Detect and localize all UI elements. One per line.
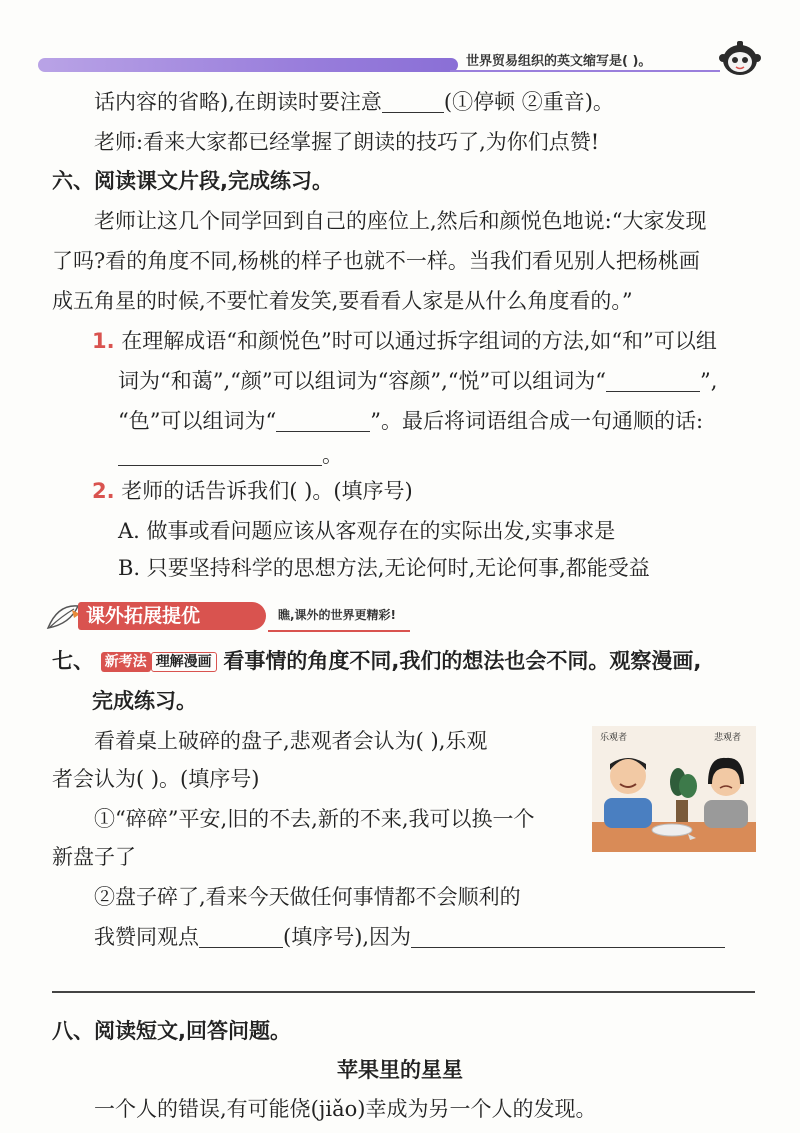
text-line-1: 话内容的省略),在朗读时要注意 (①停顿 ②重音)。 (94, 90, 614, 114)
viewpoint-1-line-2: 新盘子了 (52, 845, 136, 869)
tag-new-method: 新考法 (101, 652, 151, 672)
banner-tagline: 瞧,课外的世界更精彩! (278, 608, 397, 622)
question-1-line-4: 。 (118, 440, 343, 470)
answer-blank-pause-stress[interactable] (382, 90, 444, 113)
tag-understand-comic: 理解漫画 (151, 652, 217, 672)
question-1-line-1: 1. 在理解成语“和颜悦色”时可以通过拆字组词的方法,如“和”可以组 (92, 329, 717, 353)
section-divider (52, 991, 755, 993)
answer-blank-viewpoint[interactable] (199, 925, 283, 948)
article-title: 苹果里的星星 (337, 1058, 463, 1082)
question-2-number: 2. (92, 479, 115, 503)
comic-illustration (592, 726, 756, 852)
answer-blank-reason[interactable] (411, 925, 725, 948)
agree-line: 我赞同观点 (填序号),因为 (94, 922, 725, 952)
leaf-icon (44, 600, 82, 632)
header-underline (450, 70, 720, 72)
question-2: 2. 老师的话告诉我们( )。(填序号) (92, 479, 413, 503)
section-7-title-line-1: 七、 新考法 理解漫画 看事情的角度不同,我们的想法也会不同。观察漫画, (52, 649, 702, 673)
passage-line-3: 成五角星的时候,不要忙着发笑,要看看人家是从什么角度看的。” (52, 289, 633, 313)
label-optimist: 乐观者 (600, 733, 628, 743)
header-question: 世界贸易组织的英文缩写是( )。 (466, 54, 652, 69)
passage-line-1: 老师让这几个同学回到自己的座位上,然后和颜悦色地说:“大家发现 (94, 209, 707, 233)
question-1-line-3: “色”可以组词为“ ”。最后将词语组合成一句通顺的话: (118, 409, 704, 433)
viewpoint-1-line-1: ①“碎碎”平安,旧的不去,新的不来,我可以换一个 (94, 807, 535, 831)
article-line-1: 一个人的错误,有可能侥(jiǎo)幸成为另一个人的发现。 (94, 1097, 597, 1121)
section-8-title: 八、阅读短文,回答问题。 (52, 1019, 291, 1043)
section-banner (38, 598, 410, 634)
mascot-robot-icon (718, 38, 762, 78)
comic-text-line-1: 看着桌上破碎的盘子,悲观者会认为( ),乐观 (94, 729, 488, 753)
option-b[interactable]: B. 只要坚持科学的思想方法,无论何时,无论何事,都能受益 (118, 556, 650, 580)
comic-text-line-2: 者会认为( )。(填序号) (52, 767, 260, 791)
section-6-title: 六、阅读课文片段,完成练习。 (52, 169, 333, 193)
answer-blank-se-word[interactable] (276, 409, 370, 432)
section-7-title-line-2: 完成练习。 (92, 689, 197, 713)
passage-line-2: 了吗?看的角度不同,杨桃的样子也就不一样。当我们看见别人把杨桃画 (52, 249, 700, 273)
question-1-number: 1. (92, 329, 115, 353)
viewpoint-2: ②盘子碎了,看来今天做任何事情都不会顺利的 (94, 885, 521, 909)
option-a[interactable]: A. 做事或看问题应该从客观存在的实际出发,实事求是 (118, 519, 616, 543)
banner-underline (268, 630, 410, 632)
answer-blank-yue-word[interactable] (606, 369, 700, 392)
answer-blank-sentence[interactable] (118, 443, 322, 466)
header-band (38, 58, 458, 72)
text-line-2: 老师:看来大家都已经掌握了朗读的技巧了,为你们点赞! (94, 130, 600, 154)
question-1-line-2: 词为“和蔼”,“颜”可以组词为“容颜”,“悦”可以组词为“ ”, (118, 369, 718, 393)
banner-title: 课外拓展提优 (78, 602, 266, 630)
label-pessimist: 悲观者 (714, 733, 742, 743)
